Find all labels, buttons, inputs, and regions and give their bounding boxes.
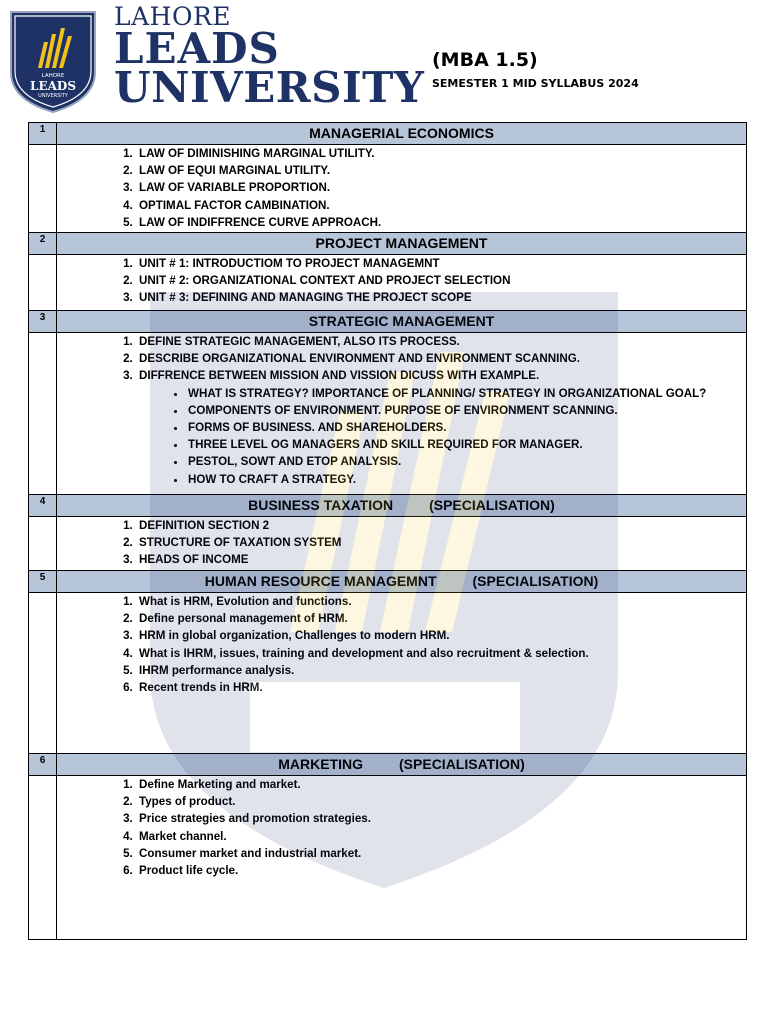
subject-number-blank	[29, 145, 57, 233]
topic-item: 4. Market channel.	[136, 828, 746, 845]
topic-item: 4. OPTIMAL FACTOR CAMBINATION.	[136, 197, 746, 214]
subject-number: 5	[29, 571, 57, 593]
topic-item: 3. Price strategies and promotion strategies.	[136, 810, 746, 827]
topic-list	[57, 776, 746, 879]
subtopic-item: • PESTOL, SOWT AND ETOP ANALYSIS.	[187, 453, 746, 470]
topic-item: 1. UNIT # 1: INTRODUCTIOM TO PROJECT MANAGEMNT	[136, 255, 746, 272]
subject-header-row	[29, 754, 747, 776]
topic-list	[57, 593, 746, 696]
topic-list	[57, 255, 746, 307]
topic-item: 2. STRUCTURE OF TAXATION SYSTEM	[136, 534, 746, 551]
topic-item-text: DIFFRENCE BETWEEN MISSION AND VISSION DICUSS WITH EXAMPLE.	[139, 369, 540, 383]
subject-content-row	[29, 333, 747, 495]
subject-title: MARKETING	[278, 756, 364, 772]
topic-item: 5. Consumer market and industrial market.	[136, 845, 746, 862]
topic-item: 2. Types of product.	[136, 793, 746, 810]
subject-number: 4	[29, 495, 57, 517]
university-shield-logo-icon	[8, 8, 98, 114]
specialisation-label: (SPECIALISATION)	[472, 573, 599, 589]
subject-topics-cell	[57, 145, 747, 233]
university-name-line3: UNIVERSITY	[114, 63, 425, 112]
subject-content-row	[29, 593, 747, 754]
subject-number: 2	[29, 233, 57, 255]
topic-list	[57, 333, 746, 488]
topic-item: 5. LAW OF INDIFFRENCE CURVE APPROACH.	[136, 214, 746, 231]
program-code: (MBA 1.5)	[432, 49, 538, 71]
topic-item: 3. HEADS OF INCOME	[136, 551, 746, 568]
topic-item: 3. UNIT # 3: DEFINING AND MANAGING THE PROJECT SCOPE	[136, 289, 746, 306]
subject-number: 1	[29, 123, 57, 145]
university-name	[114, 2, 425, 112]
subject-number: 3	[29, 311, 57, 333]
subtopic-item: • COMPONENTS OF ENVIRONMENT. PURPOSE OF ENVIRONMENT SCANNING.	[187, 402, 746, 419]
topic-item: 1. What is HRM, Evolution and functions.	[136, 593, 746, 610]
subject-title: HUMAN RESOURCE MANAGEMNT	[204, 573, 437, 589]
topic-item: 2. LAW OF EQUI MARGINAL UTILITY.	[136, 162, 746, 179]
subject-title: BUSINESS TAXATION	[248, 497, 394, 513]
subject-title-cell	[57, 571, 747, 593]
subject-number-blank	[29, 517, 57, 571]
topic-item: 6. Product life cycle.	[136, 862, 746, 879]
subject-topics-cell	[57, 255, 747, 311]
subject-title: PROJECT MANAGEMENT	[315, 235, 488, 251]
subject-title-cell	[57, 754, 747, 776]
syllabus-table	[28, 122, 747, 940]
topic-item: 3. LAW OF VARIABLE PROPORTION.	[136, 179, 746, 196]
topic-item: 5. IHRM performance analysis.	[136, 662, 746, 679]
specialisation-label: (SPECIALISATION)	[429, 497, 555, 513]
topic-item: 1. DEFINITION SECTION 2	[136, 517, 746, 534]
logo-mid-text: LEADS	[30, 79, 76, 93]
subject-header-row	[29, 495, 747, 517]
topic-item	[136, 367, 746, 487]
topic-item: 2. UNIT # 2: ORGANIZATIONAL CONTEXT AND PROJECT SELECTION	[136, 272, 746, 289]
syllabus-subtitle: SEMESTER 1 MID SYLLABUS 2024	[432, 77, 639, 90]
subject-content-row	[29, 517, 747, 571]
subtopic-item: • THREE LEVEL OG MANAGERS AND SKILL REQUIRED FOR MANAGER.	[187, 436, 746, 453]
subject-header-row	[29, 311, 747, 333]
subtopic-bullet-list	[139, 385, 746, 488]
topic-list	[57, 145, 746, 231]
topic-item: 6. Recent trends in HRM.	[136, 679, 746, 696]
subject-content-row	[29, 255, 747, 311]
subject-title-cell	[57, 233, 747, 255]
subject-topics-cell	[57, 776, 747, 940]
document-header	[0, 0, 768, 118]
topic-item: 1. Define Marketing and market.	[136, 776, 746, 793]
subject-topics-cell	[57, 333, 747, 495]
subject-number-blank	[29, 333, 57, 495]
logo-top-text: LAHORE	[41, 73, 65, 79]
subject-header-row	[29, 233, 747, 255]
topic-item: 1. LAW OF DIMINISHING MARGINAL UTILITY.	[136, 145, 746, 162]
subject-content-row	[29, 145, 747, 233]
subject-content-row	[29, 776, 747, 940]
university-name-line2: LEADS	[114, 24, 280, 73]
topic-item: 3. HRM in global organization, Challenges to modern HRM.	[136, 627, 746, 644]
subject-number-blank	[29, 593, 57, 754]
university-name-line1: LAHORE	[114, 2, 232, 31]
subject-header-row	[29, 123, 747, 145]
subject-title-cell	[57, 495, 747, 517]
subtopic-item: • WHAT IS STRATEGY? IMPORTANCE OF PLANNING/ STRATEGY IN ORGANIZATIONAL GOAL?	[187, 385, 746, 402]
subject-header-row	[29, 571, 747, 593]
subject-number: 6	[29, 754, 57, 776]
topic-item: 2. DESCRIBE ORGANIZATIONAL ENVIRONMENT AND ENVIRONMENT SCANNING.	[136, 350, 746, 367]
specialisation-label: (SPECIALISATION)	[399, 756, 525, 772]
subtopic-item: • FORMS OF BUSINESS. AND SHAREHOLDERS.	[187, 419, 746, 436]
subtopic-item: • HOW TO CRAFT A STRATEGY.	[187, 471, 746, 488]
logo-bottom-text: UNIVERSITY	[38, 93, 68, 99]
subject-topics-cell	[57, 593, 747, 754]
subject-title: STRATEGIC MANAGEMENT	[308, 313, 495, 329]
subject-title: MANAGERIAL ECONOMICS	[309, 125, 494, 141]
topic-item: 1. DEFINE STRATEGIC MANAGEMENT, ALSO ITS PROCESS.	[136, 333, 746, 350]
subject-title-cell	[57, 123, 747, 145]
topic-item: 4. What is IHRM, issues, training and development and also recruitment & selection.	[136, 645, 746, 662]
topic-list	[57, 517, 746, 569]
topic-item: 2. Define personal management of HRM.	[136, 610, 746, 627]
subject-topics-cell	[57, 517, 747, 571]
subject-number-blank	[29, 776, 57, 940]
subject-number-blank	[29, 255, 57, 311]
subject-title-cell	[57, 311, 747, 333]
